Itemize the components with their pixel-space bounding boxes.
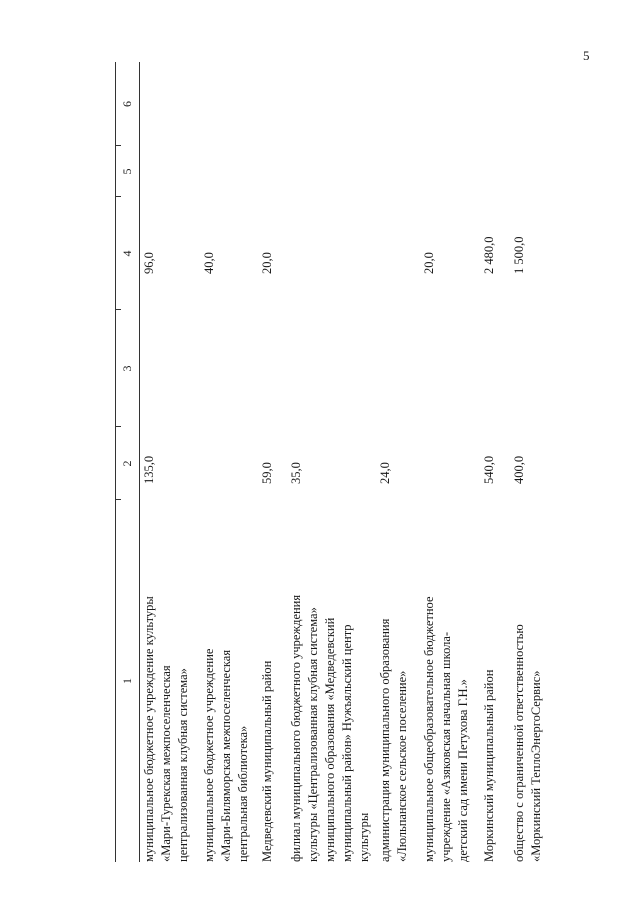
row-3-line-1: Медведевский муниципальный район [260, 660, 274, 862]
row-8-name [511, 624, 545, 862]
row-3-name [259, 661, 276, 862]
row-7-col-2: 540,0 [482, 455, 496, 484]
row-6-name [421, 597, 472, 863]
row-1-col-2: 135,0 [142, 455, 156, 484]
row-4-name [288, 595, 373, 862]
row-6-line-3: детский сад имени Петухова Г.Н.» [456, 679, 470, 862]
header-col-3: 3 [120, 365, 134, 372]
row-6-col-4: 20,0 [422, 252, 436, 274]
rotated-table-container [115, 62, 625, 862]
row-4-line-1: филиал муниципального бюджетного учреждения [289, 594, 303, 862]
header-col-5: 5 [120, 168, 134, 175]
row-5-name [377, 619, 411, 862]
row-5-line-2: «Люльпанское сельское поселение» [395, 670, 409, 862]
header-bottom-border [139, 62, 140, 862]
row-1-col-4: 96,0 [142, 252, 156, 274]
row-7-line-1: Моркинский муниципальный район [482, 669, 496, 862]
row-8-line-2: «Моркинский ТеплоЭнергоСервис» [529, 670, 543, 862]
row-1-line-1: муниципальное бюджетное учреждение культуры [142, 596, 156, 862]
row-4-line-2: культуры «Централизованная клубная система» [306, 607, 320, 862]
row-6-line-1: муниципальное общеобразовательное бюджетное [422, 596, 436, 862]
row-3-col-4: 20,0 [260, 252, 274, 274]
header-col-2: 2 [120, 460, 134, 467]
row-7-name [481, 670, 498, 862]
header-col-6: 6 [120, 101, 134, 107]
header-col-4: 4 [120, 250, 134, 257]
row-1-line-2: «Мари-Турекская межпоселенческая [159, 665, 173, 862]
row-8-line-1: общество с ограниченной ответственностью [512, 624, 526, 862]
row-1-name [141, 596, 192, 862]
page-number: 5 [583, 48, 590, 63]
row-4-line-3: муниципального образования «Медведевский [323, 617, 337, 862]
row-8-col-4: 1 500,0 [512, 236, 526, 274]
row-4-line-5: культуры [357, 812, 371, 862]
row-2-name [201, 649, 252, 862]
row-2-line-2: «Мари-Биляморская межпоселенческая [219, 649, 233, 862]
row-4-line-4: муниципальный район» Нужъяльский центр [340, 624, 354, 862]
row-8-col-2: 400,0 [512, 455, 526, 484]
row-2-line-1: муниципальное бюджетное учреждение [202, 648, 216, 862]
row-5-line-1: администрация муниципального образования [378, 618, 392, 862]
header-col-1: 1 [120, 678, 134, 684]
row-5-col-2: 24,0 [378, 462, 392, 484]
row-7-col-4: 2 480,0 [482, 236, 496, 274]
row-3-col-2: 59,0 [260, 462, 274, 484]
budget-table [115, 62, 625, 862]
row-1-line-3: централизованная клубная система» [176, 668, 190, 862]
row-2-line-3: центральная библиотека» [236, 725, 250, 862]
row-6-line-2: учреждение «Азяковская начальная школа- [439, 631, 453, 862]
row-4-col-2: 35,0 [289, 462, 303, 484]
row-2-col-4: 40,0 [202, 252, 216, 274]
